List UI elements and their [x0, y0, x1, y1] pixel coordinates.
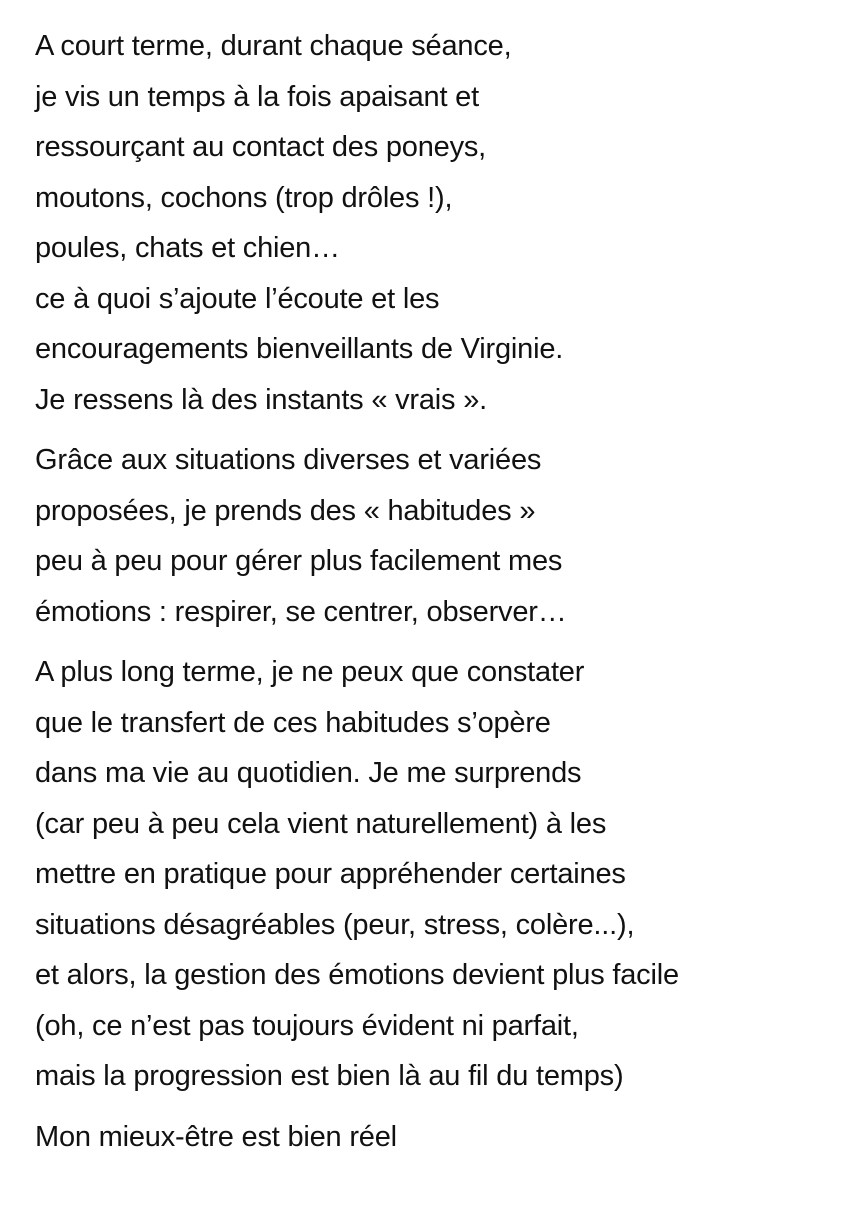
text-line: situations désagréables (peur, stress, colère...), — [35, 908, 635, 941]
text-line: ressourçant au contact des poneys, — [35, 131, 487, 163]
text-line: mais la progression est bien là au fil du temps) — [35, 1060, 624, 1092]
text-line: Je ressens là des instants « vrais ». — [35, 383, 487, 416]
text-line: ce à quoi s’ajoute l’écoute et les — [35, 282, 440, 315]
text-line: émotions : respirer, se centrer, observer… — [35, 595, 567, 628]
text-line: (oh, ce n’est pas toujours évident ni parfait, — [35, 1009, 579, 1042]
paragraph-long-term — [35, 647, 847, 1102]
paragraph-habits — [35, 435, 847, 637]
paragraph-short-term — [35, 21, 847, 425]
paragraph-conclusion — [35, 1112, 847, 1163]
text-line: A court terme, durant chaque séance, — [35, 30, 512, 62]
text-line: Mon mieux-être est bien réel — [35, 1120, 397, 1153]
text-line: moutons, cochons (trop drôles !), — [35, 181, 453, 214]
text-line: encouragements bienveillants de Virginie. — [35, 333, 564, 365]
text-line: A plus long terme, je ne peux que constater — [35, 656, 585, 688]
text-line: poules, chats et chien… — [35, 232, 340, 264]
text-line: dans ma vie au quotidien. Je me surprends — [35, 757, 582, 789]
text-line: (car peu à peu cela vient naturellement) à les — [35, 807, 607, 840]
text-line: Grâce aux situations diverses et variées — [35, 444, 542, 476]
text-line: peu à peu pour gérer plus facilement mes — [35, 545, 563, 577]
text-line: je vis un temps à la fois apaisant et — [35, 80, 479, 113]
document-body — [35, 21, 847, 1172]
text-line: et alors, la gestion des émotions devient plus facile — [35, 959, 679, 991]
text-line: proposées, je prends des « habitudes » — [35, 494, 536, 527]
text-line: mettre en pratique pour appréhender certaines — [35, 858, 626, 890]
text-line: que le transfert de ces habitudes s’opère — [35, 706, 551, 739]
